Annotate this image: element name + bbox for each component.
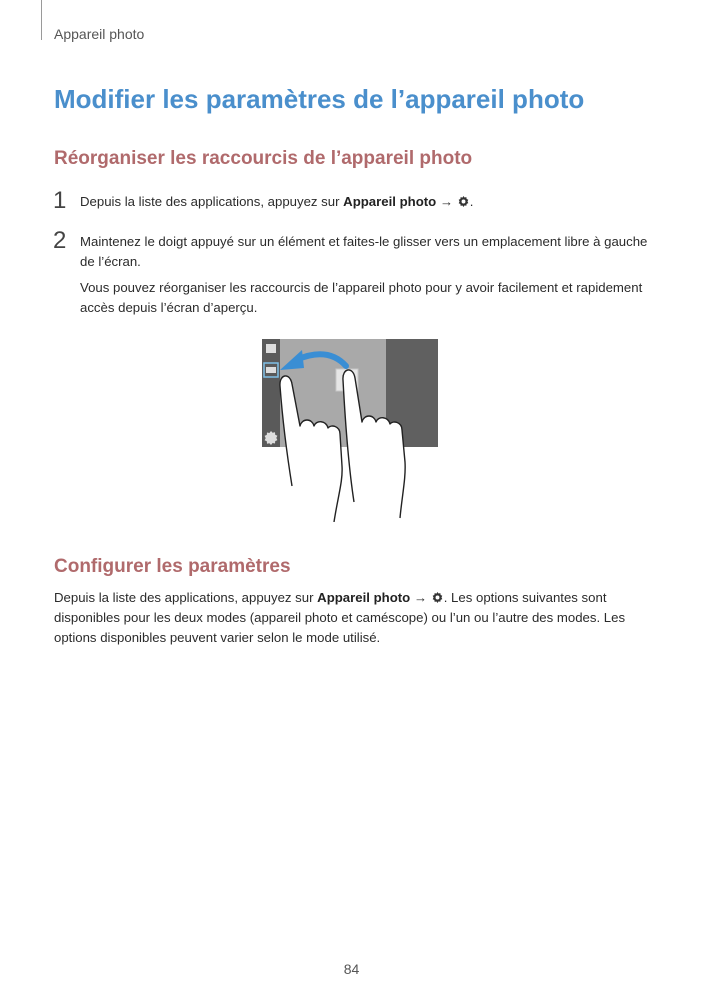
app-name-bold: Appareil photo	[343, 194, 437, 209]
drag-gesture-illustration	[258, 336, 442, 522]
section-heading-reorganize: Réorganiser les raccourcis de l’appareil photo	[54, 148, 473, 169]
step-number-2: 2	[53, 227, 67, 254]
page-title: Modifier les paramètres de l’appareil photo	[54, 84, 585, 114]
step-2-note: Vous pouvez réorganiser les raccourcis de l’appareil photo pour y avoir facilement et rapidement accès depuis l’écran d’aperçu.	[80, 280, 643, 315]
step-2-text: Maintenez le doigt appuyé sur un élément et faites-le glisser vers un emplacement libre à gauche de l’écran.	[80, 234, 648, 269]
gear-icon	[457, 195, 470, 208]
page-number: 84	[343, 961, 360, 977]
configure-paragraph: Depuis la liste des applications, appuyez sur Appareil photo → . Les options suivantes sont disponibles pour les deux modes (appareil photo et caméscope) ou l’un ou l’autre des modes. Les options disponibles peuvent varier selon le mode utilisé.	[54, 590, 626, 645]
section-heading-configure: Configurer les paramètres	[54, 556, 291, 577]
step-number-1: 1	[53, 187, 67, 214]
running-header: Appareil photo	[54, 26, 145, 42]
step-1-text: Depuis la liste des applications, appuyez sur Appareil photo → .	[80, 194, 474, 209]
gear-icon	[431, 591, 444, 604]
app-name-bold: Appareil photo	[317, 590, 411, 605]
margin-rule	[41, 0, 42, 40]
